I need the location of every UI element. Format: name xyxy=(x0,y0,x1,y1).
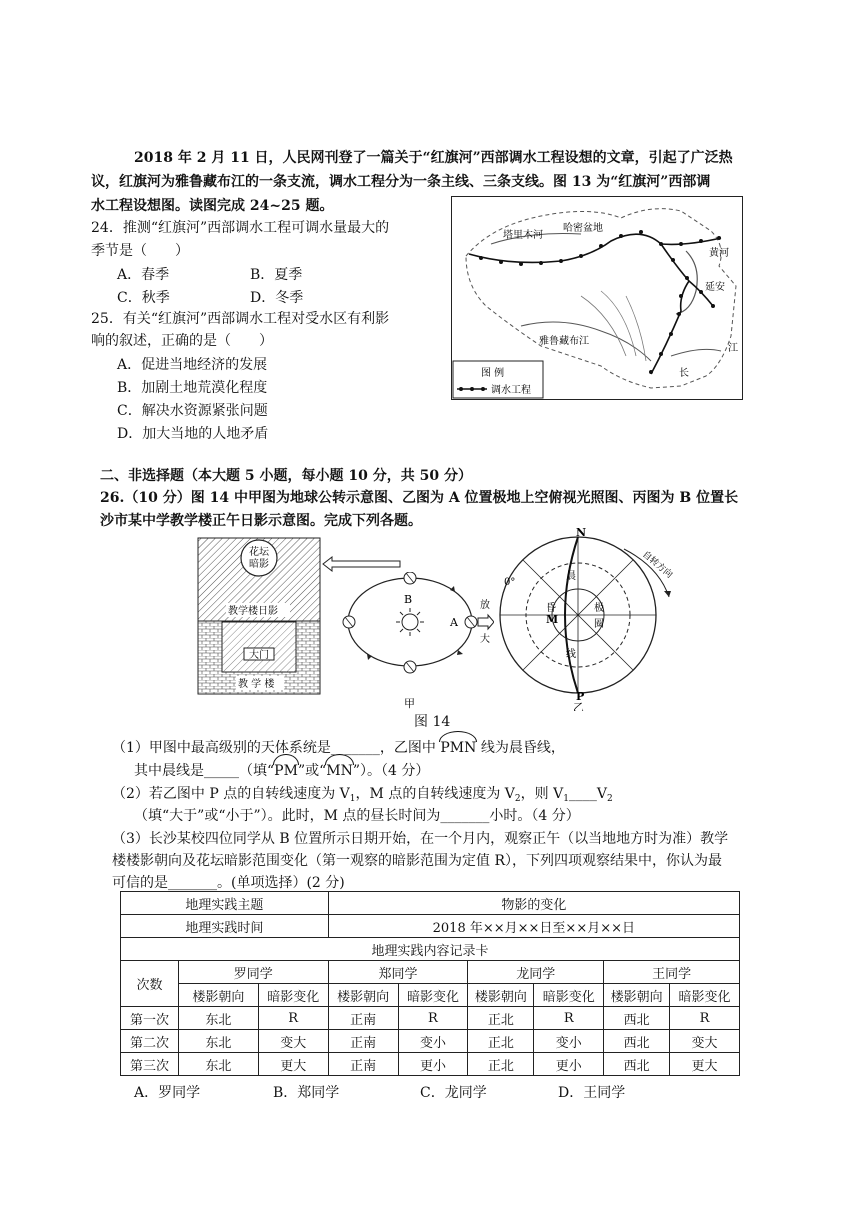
map-label-yanan: 延安 xyxy=(705,282,725,293)
table-cell: 正南 xyxy=(328,1030,398,1053)
table-cell: 更大 xyxy=(258,1053,328,1076)
table-row xyxy=(121,1053,740,1076)
table-row xyxy=(121,1030,740,1053)
time-label: 地理实践时间 xyxy=(121,915,329,938)
table-cell: 变大 xyxy=(670,1030,740,1053)
sub2-text-a: （2）若乙图中 P 点的自转线速度为 V xyxy=(112,786,350,802)
answer-option-d[interactable]: D．王同学 xyxy=(558,1085,626,1101)
q25-option-b[interactable]: B．加剧土地荒漠化程度 xyxy=(117,380,268,396)
q24-option-a[interactable]: A．春季 xyxy=(117,267,170,283)
student-header-zheng: 郑同学 xyxy=(328,961,468,984)
q26-stem-1: 26.（10 分）图 14 中甲图为地球公转示意图、乙图为 A 位置极地上空俯视光照图、丙图为 B 位置长 xyxy=(100,490,739,506)
label-hun: 昏 xyxy=(546,603,556,614)
q25-option-a[interactable]: A．促进当地经济的发展 xyxy=(117,357,268,373)
flower-bed-label: 花坛 xyxy=(249,547,269,558)
sub1-text-d: ”或“ xyxy=(297,763,327,779)
sub-header-shadow: 暗影变化 xyxy=(534,984,604,1007)
map-legend-title: 图 例 xyxy=(481,368,505,379)
label-n: N xyxy=(576,527,587,539)
table-cell: 正南 xyxy=(328,1007,398,1030)
section-2-heading: 二、非选择题（本大题 5 小题，每小题 10 分，共 50 分） xyxy=(100,468,472,484)
map-label-jiang: 江 xyxy=(728,343,738,354)
q26-stem-2: 沙市某中学教学楼正午日影示意图。完成下列各题。 xyxy=(100,513,422,529)
label-chen: 晨 xyxy=(566,571,576,582)
record-card-title: 地理实践内容记录卡 xyxy=(121,938,740,961)
table-cell: 西北 xyxy=(604,1030,670,1053)
teaching-building-label: 教 学 楼 xyxy=(238,679,275,690)
intro-line-3: 水工程设想图。读图完成 24~25 题。 xyxy=(91,198,334,214)
orbit-label-b: B xyxy=(404,593,413,606)
arrow-b-to-building xyxy=(322,556,402,572)
table-cell: 更大 xyxy=(670,1053,740,1076)
sub2-subscript-4: 2 xyxy=(607,794,613,804)
sub1-line-2 xyxy=(134,761,429,781)
sub-header-shadow: 暗影变化 xyxy=(258,984,328,1007)
map-label-tarim: 塔里木河 xyxy=(503,230,543,241)
q25-option-c[interactable]: C．解决水资源紧张问题 xyxy=(117,403,268,419)
theme-value: 物影的变化 xyxy=(328,892,739,915)
sub3-line-3: 可信的是_______。(单项选择）(2 分) xyxy=(112,875,345,891)
answer-option-b[interactable]: B．郑同学 xyxy=(273,1085,340,1101)
sub-header-direction: 楼影朝向 xyxy=(604,984,670,1007)
water-diversion-map xyxy=(451,196,743,400)
sub2-subscript-2: 2 xyxy=(514,794,521,804)
table-cell: 正南 xyxy=(328,1053,398,1076)
table-row xyxy=(121,1007,740,1030)
table-cell: 正北 xyxy=(468,1053,534,1076)
q25-stem-1: 25．有关“红旗河”西部调水工程对受水区有利影 xyxy=(91,311,390,327)
label-p: P xyxy=(576,690,585,703)
sub1-text-b: 线为晨昏线， xyxy=(476,740,565,756)
table-cell: R xyxy=(258,1007,328,1030)
student-header-luo: 罗同学 xyxy=(178,961,328,984)
arc-mn: MN xyxy=(326,763,353,779)
q25-option-d[interactable]: D．加大当地的人地矛盾 xyxy=(117,426,269,442)
sub-header-shadow: 暗影变化 xyxy=(670,984,740,1007)
orbit-figure xyxy=(338,572,494,716)
table-cell: R xyxy=(398,1007,468,1030)
answer-option-a[interactable]: A．罗同学 xyxy=(134,1085,201,1101)
label-zero-degree: 0° xyxy=(504,577,516,588)
sub-header-direction: 楼影朝向 xyxy=(178,984,258,1007)
sub3-line-1: （3）长沙某校四位同学从 B 位置所示日期开始，在一个月内，观察正午（以当地地方时为准）教学 xyxy=(112,831,729,847)
map-label-hami: 哈密盆地 xyxy=(563,223,603,234)
q24-option-c[interactable]: C．秋季 xyxy=(117,290,170,306)
table-cell: 变小 xyxy=(398,1030,468,1053)
table-cell: 更小 xyxy=(398,1053,468,1076)
row-label: 第一次 xyxy=(121,1007,179,1030)
building-shadow-label: 教学楼日影 xyxy=(228,606,278,617)
rotation-direction-label: 自转方向 xyxy=(640,549,675,581)
time-value: 2018 年××月××日至××月××日 xyxy=(328,915,739,938)
map-legend-item: 调水工程 xyxy=(491,385,531,396)
table-cell: 东北 xyxy=(178,1007,258,1030)
arc-pm: PM xyxy=(274,763,298,779)
enlarge-label-2: 大 xyxy=(480,634,490,645)
table-cell: 西北 xyxy=(604,1053,670,1076)
table-cell: 变小 xyxy=(534,1030,604,1053)
student-header-long: 龙同学 xyxy=(468,961,604,984)
orbit-figure-label: 甲 xyxy=(404,697,415,710)
theme-label: 地理实践主题 xyxy=(121,892,329,915)
q24-option-d[interactable]: D．冬季 xyxy=(250,290,304,306)
row-label: 第二次 xyxy=(121,1030,179,1053)
map-label-yarlung: 雅鲁藏布江 xyxy=(539,336,589,347)
q24-stem-1: 24．推测“红旗河”西部调水工程可调水量最大的 xyxy=(91,220,390,236)
map-label-huanghe: 黄河 xyxy=(709,248,729,259)
label-quan: 圈 xyxy=(594,619,604,630)
q24-option-b[interactable]: B．夏季 xyxy=(250,267,303,283)
sub-header-direction: 楼影朝向 xyxy=(468,984,534,1007)
sub2-subscript-3: 1 xyxy=(563,794,569,804)
q25-stem-2: 响的叙述，正确的是（ ） xyxy=(91,333,273,349)
sub2-text-c: ，则 V xyxy=(520,786,564,802)
table-cell: 正北 xyxy=(468,1007,534,1030)
table-cell: 西北 xyxy=(604,1007,670,1030)
dark-shadow-label: 暗影 xyxy=(249,559,269,570)
sub3-line-2: 楼楼影朝向及花坛暗影范围变化（第一观察的暗影范围为定值 R），下列四项观察结果中，你认为最 xyxy=(112,853,722,869)
row-label: 第三次 xyxy=(121,1053,179,1076)
sub2-text-d: ____V xyxy=(568,786,608,802)
practice-record-table xyxy=(120,891,740,1076)
label-xian: 线 xyxy=(566,649,576,660)
label-m: M xyxy=(546,613,559,626)
sub2-text-b: ，M 点的自转线速度为 V xyxy=(355,786,515,802)
table-cell: R xyxy=(670,1007,740,1030)
sub-header-shadow: 暗影变化 xyxy=(398,984,468,1007)
map-label-chang: 长 xyxy=(679,368,689,379)
sub-header-direction: 楼影朝向 xyxy=(328,984,398,1007)
intro-line-1: 2018 年 2 月 11 日，人民网刊登了一篇关于“红旗河”西部调水工程设想的文章，引起了广泛热 xyxy=(134,150,733,166)
sun-icon xyxy=(396,608,424,636)
sub2-subscript-1: 1 xyxy=(349,794,356,804)
q24-stem-2: 季节是（ ） xyxy=(91,243,189,259)
polar-figure-label: 乙 xyxy=(573,701,584,711)
table-cell: 东北 xyxy=(178,1053,258,1076)
intro-line-2: 议，红旗河为雅鲁藏布江的一条支流，调水工程分为一条主线、三条支线。图 13 为“红旗河”西部调 xyxy=(91,174,711,190)
enlarge-label-1: 放 xyxy=(480,600,490,611)
table-cell: 东北 xyxy=(178,1030,258,1053)
orbit-label-a: A xyxy=(450,616,458,629)
table-cell: R xyxy=(534,1007,604,1030)
sub2-line-2: （填“大于”或“小于”）。此时，M 点的昼长时间为_______小时。（4 分） xyxy=(134,808,580,824)
sub1-text-c: 其中晨线是_____（填“ xyxy=(134,763,275,779)
student-header-wang: 王同学 xyxy=(604,961,740,984)
arc-pmn: PMN xyxy=(440,740,477,756)
table-cell: 变大 xyxy=(258,1030,328,1053)
answer-option-c[interactable]: C．龙同学 xyxy=(420,1085,487,1101)
polar-view-figure xyxy=(494,527,704,711)
figure-14-caption: 图 14 xyxy=(414,714,451,730)
sub1-text-a: （1）甲图中最高级别的天体系统是_______，乙图中 xyxy=(112,740,441,756)
count-header: 次数 xyxy=(121,961,179,1007)
gate-label: 大门 xyxy=(249,650,269,661)
sub1-text-e: ”）。（4 分） xyxy=(352,763,430,779)
table-cell: 更小 xyxy=(534,1053,604,1076)
building-shadow-figure xyxy=(196,536,324,696)
label-ji: 极 xyxy=(594,603,604,614)
table-cell: 正北 xyxy=(468,1030,534,1053)
